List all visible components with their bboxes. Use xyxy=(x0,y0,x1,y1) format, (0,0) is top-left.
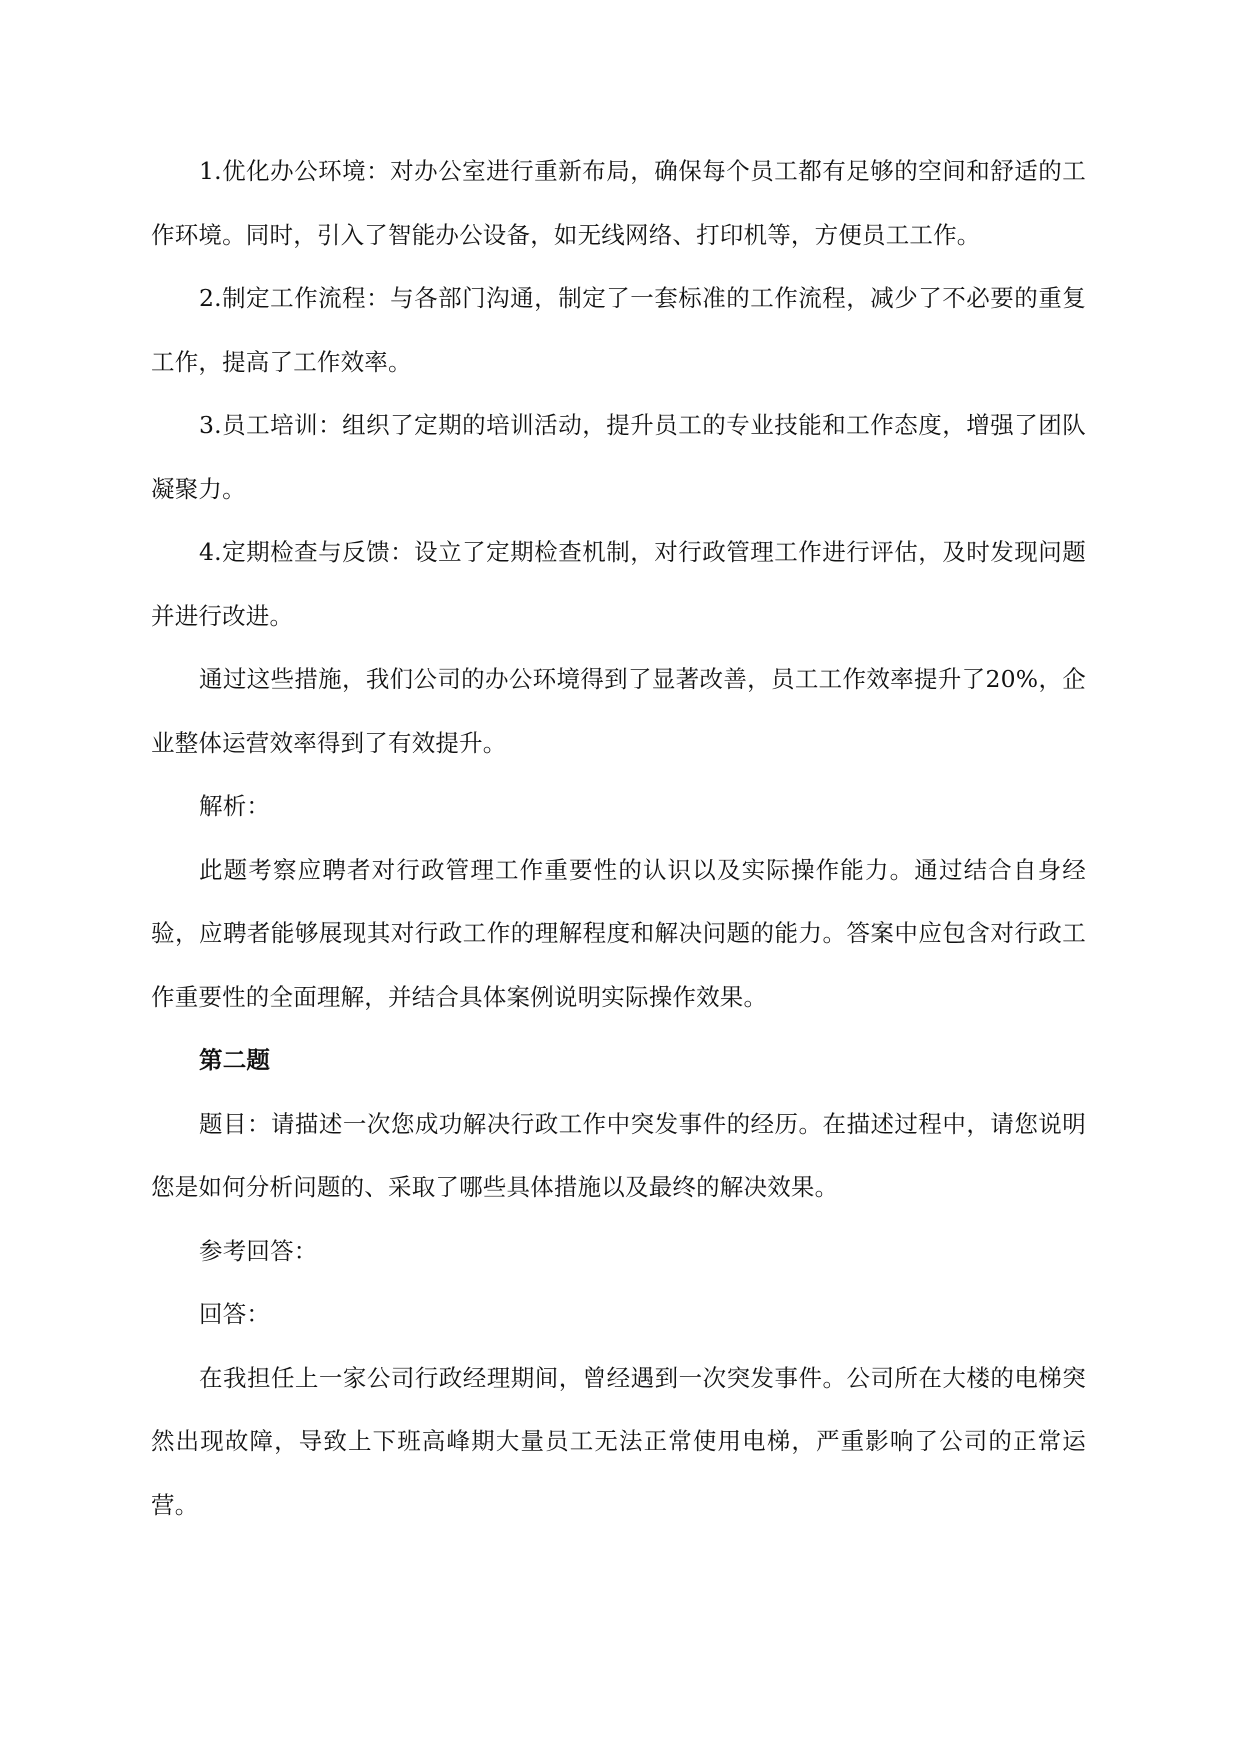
paragraph-analysis: 此题考察应聘者对行政管理工作重要性的认识以及实际操作能力。通过结合自身经验，应聘者能够展现其对行政工作的理解程度和解决问题的能力。答案中应包含对行政工作重要性的全面理解，并结合具体案例说明实际操作效果。 xyxy=(151,855,1086,1011)
document-body xyxy=(151,140,1086,1537)
section-heading: 第二题 xyxy=(199,1046,271,1074)
answer-label: 回答： xyxy=(199,1300,271,1328)
paragraph-result: 通过这些措施，我们公司的办公环境得到了显著改善，员工工作效率提升了20%，企业整体运营效率得到了有效提升。 xyxy=(151,665,1086,757)
paragraph-measure-2: 2.制定工作流程：与各部门沟通，制定了一套标准的工作流程，减少了不必要的重复工作，提高了工作效率。 xyxy=(151,284,1086,376)
paragraph-question: 题目：请描述一次您成功解决行政工作中突发事件的经历。在描述过程中，请您说明您是如何分析问题的、采取了哪些具体措施以及最终的解决效果。 xyxy=(151,1109,1086,1201)
reference-answer-label: 参考回答： xyxy=(199,1236,318,1265)
paragraph-measure-4: 4.定期检查与反馈：设立了定期检查机制，对行政管理工作进行评估，及时发现问题并进行改进。 xyxy=(151,538,1086,630)
analysis-label: 解析： xyxy=(199,792,271,820)
paragraph-answer: 在我担任上一家公司行政经理期间，曾经遇到一次突发事件。公司所在大楼的电梯突然出现故障，导致上下班高峰期大量员工无法正常使用电梯，严重影响了公司的正常运营。 xyxy=(151,1363,1086,1519)
paragraph-measure-3: 3.员工培训：组织了定期的培训活动，提升员工的专业技能和工作态度，增强了团队凝聚力。 xyxy=(151,411,1086,503)
paragraph-measure-1: 1.优化办公环境：对办公室进行重新布局，确保每个员工都有足够的空间和舒适的工作环境。同时，引入了智能办公设备，如无线网络、打印机等，方便员工工作。 xyxy=(151,157,1086,249)
